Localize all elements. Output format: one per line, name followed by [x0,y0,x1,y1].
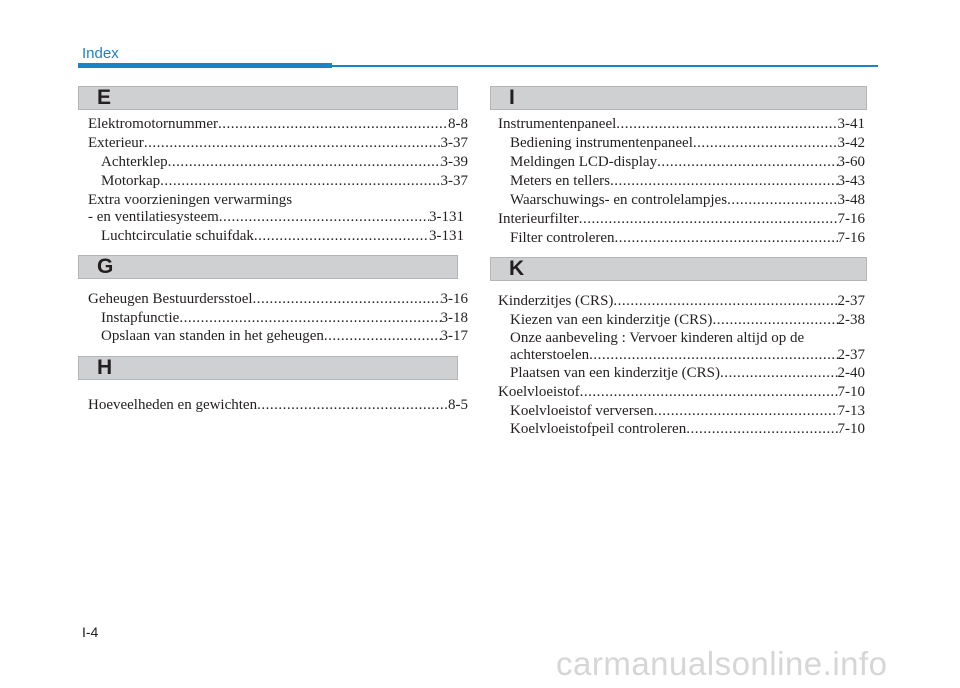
section-letter: H [97,356,113,379]
index-subentry: Kiezen van een kinderzitje (CRS) ..... 2-38 [510,311,865,330]
section-letter: G [97,255,114,278]
index-subentry: Waarschuwings- en controlelampjes ..... 3-48 [510,191,865,210]
index-subentry: Koelvloeistof verversen ..... 7-13 [510,402,865,421]
index-entry: Interieurfilter ..... 7-16 [498,210,865,229]
index-entry: Koelvloeistof ..... 7-10 [498,383,865,402]
index-subentry: Meters en tellers ..... 3-43 [510,172,865,191]
index-subentry-line1: Onze aanbeveling : Vervoer kinderen altijd op de [510,330,805,346]
section-header-i [490,86,867,110]
watermark: carmanualsonline.info [556,645,888,682]
index-entry: Instrumentenpaneel ..... 3-41 [498,115,865,134]
header-rule-accent [78,63,332,68]
index-subentry: achterstoelen ..... 2-37 [510,346,865,365]
index-entry: Kinderzitjes (CRS) ..... 2-37 [498,292,865,311]
index-subentry: Bediening instrumentenpaneel ..... 3-42 [510,134,865,153]
section-letter: I [509,86,515,109]
index-entry: Hoeveelheden en gewichten ..... 8-5 [88,396,468,415]
section-header-g [78,255,458,279]
section-header-h [78,356,458,380]
section-letter: K [509,257,525,280]
index-entry: Elektromotornummer ..... 8-8 [88,115,468,134]
page-title: Index [82,45,119,62]
section-header-k [490,257,867,281]
index-subentry: Plaatsen van een kinderzitje (CRS) ..... 2-40 [510,364,865,383]
page-number: I-4 [82,624,99,640]
header-rule [332,65,878,67]
index-entry-line1: Extra voorzieningen verwarmings [88,192,293,208]
index-subentry: Filter controleren ..... 7-16 [510,229,865,248]
index-subentry: Opslaan van standen in het geheugen ..... 3-17 [101,327,468,346]
section-header-e [78,86,458,110]
index-entry: - en ventilatiesysteem ..... 3-131 [88,208,464,227]
index-subentry: Luchtcirculatie schuifdak ..... 3-131 [101,227,464,246]
section-letter: E [97,86,112,109]
index-subentry: Koelvloeistofpeil controleren ..... 7-10 [510,420,865,439]
index-subentry: Achterklep ..... 3-39 [101,153,468,172]
index-subentry: Motorkap ..... 3-37 [101,172,468,191]
index-entry: Exterieur ..... 3-37 [88,134,468,153]
index-subentry: Meldingen LCD-display ..... 3-60 [510,153,865,172]
index-subentry: Instapfunctie ..... 3-18 [101,309,468,328]
index-entry: Geheugen Bestuurdersstoel ..... 3-16 [88,290,468,309]
